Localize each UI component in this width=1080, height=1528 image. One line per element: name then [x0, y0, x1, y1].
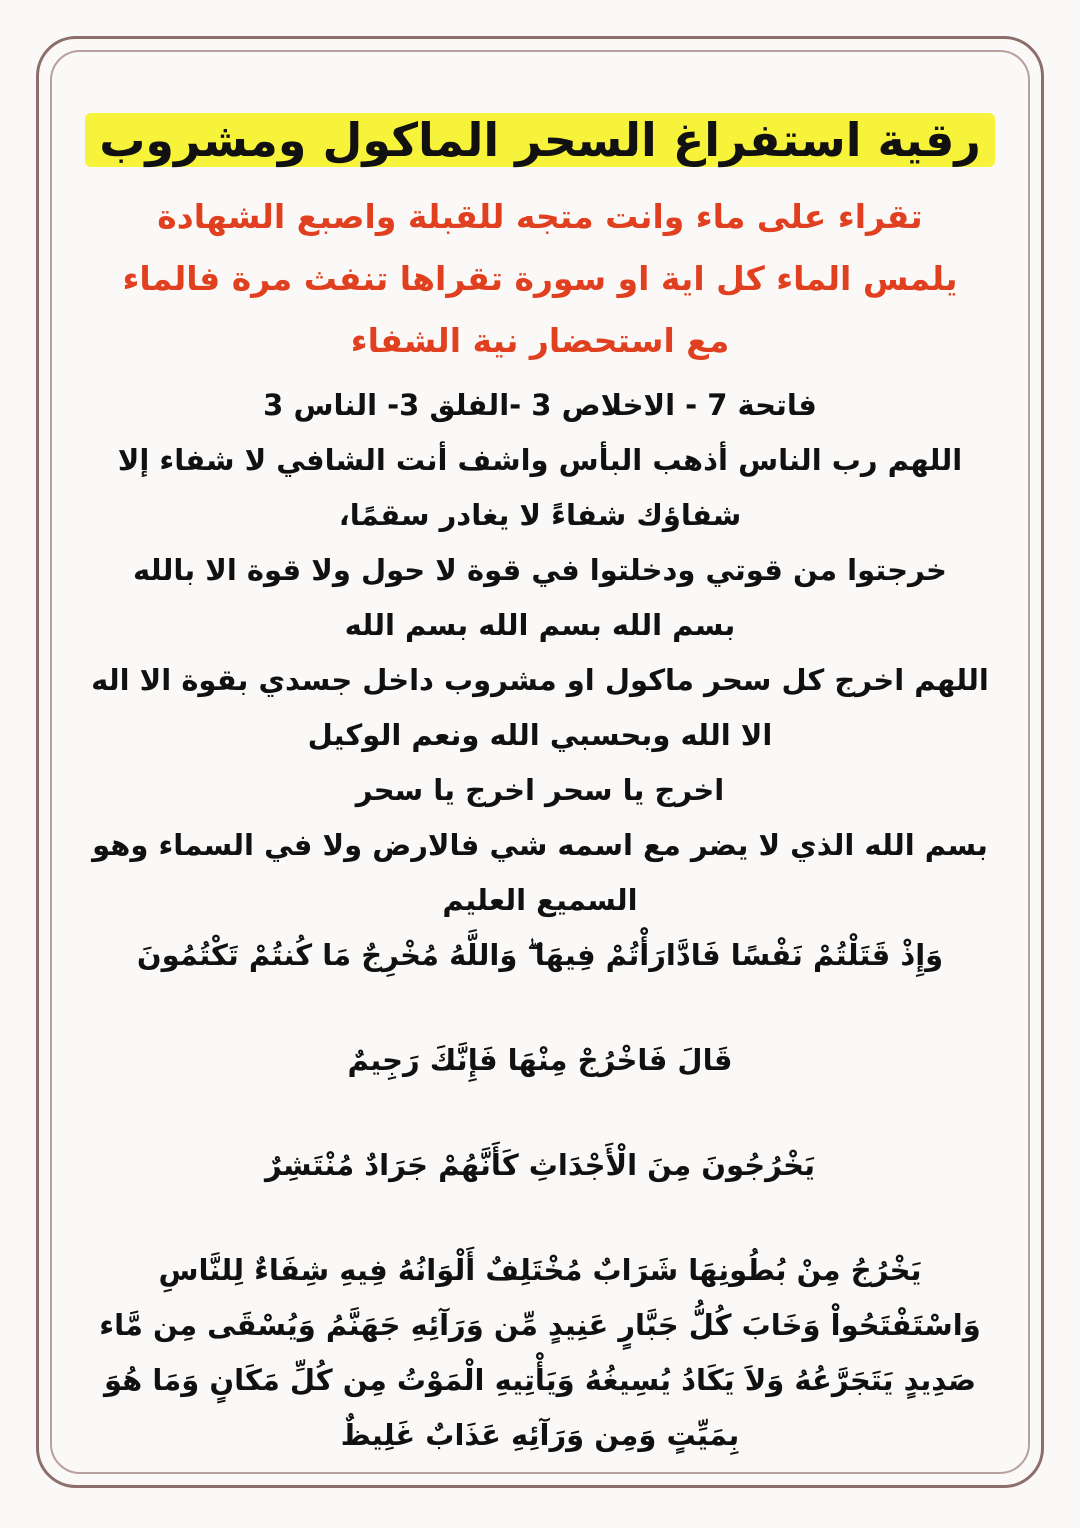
text-line: اللهم اخرج كل سحر ماكول او مشروب داخل جسدي بقوة الا اله — [91, 663, 989, 697]
quran-verse: قَالَ فَاخْرُجْ مِنْهَا فَإِنَّكَ رَجِيمٌ — [347, 1043, 733, 1077]
spacer — [70, 1193, 1010, 1243]
text-line: فاتحة 7 - الاخلاص 3 -الفلق 3- الناس 3 — [263, 388, 817, 422]
text-line: شفاؤك شفاءً لا يغادر سقمًا، — [338, 498, 742, 532]
document-body — [70, 90, 1010, 1480]
text-line: السميع العليم — [442, 883, 638, 917]
text-line: بسم الله بسم الله بسم الله — [344, 608, 736, 642]
page-title — [70, 110, 1010, 170]
text-line: خرجتوا من قوتي ودخلتوا في قوة لا حول ولا قوة الا بالله — [133, 553, 947, 587]
ruqyah-text — [70, 378, 1010, 1463]
quran-verse-line: يَخْرُجُ مِنْ بُطُونِهَا شَرَابٌ مُخْتَلِفٌ أَلْوَانُهُ فِيهِ شِفَاءٌ لِلنَّاسِ — [158, 1253, 922, 1287]
spacer — [70, 1088, 1010, 1138]
text-line: اللهم رب الناس أذهب البأس واشف أنت الشافي لا شفاء إلا — [117, 443, 963, 477]
text-line: اخرج يا سحر اخرج يا سحر — [355, 773, 725, 807]
instructions-text: تقراء على ماء وانت متجه للقبلة واصبع الشهادة يلمس الماء كل اية او سورة تقراها تنفث مرة فالماء مع استحضار نية الشفاء — [122, 197, 958, 360]
text-line: بسم الله الذي لا يضر مع اسمه شي فالارض ولا في السماء وهو — [92, 828, 988, 862]
quran-verse: وَإِذْ قَتَلْتُمْ نَفْسًا فَادَّارَأْتُمْ فِيهَا ۖ وَاللَّهُ مُخْرِجٌ مَا كُنتُمْ تَكْتُمُونَ — [136, 938, 944, 972]
text-line: الا الله وبحسبي الله ونعم الوكيل — [307, 718, 773, 752]
quran-verse-line: وَاسْتَفْتَحُواْ وَخَابَ كُلُّ جَبَّارٍ عَنِيدٍ مِّن وَرَآئِهِ جَهَنَّمُ وَيُسْقَى مِن مَّاء — [99, 1308, 981, 1342]
quran-verse-line: صَدِيدٍ يَتَجَرَّعُهُ وَلاَ يَكَادُ يُسِيغُهُ وَيَأْتِيهِ الْمَوْتُ مِن كُلِّ مَكَانٍ وَمَا هُوَ — [103, 1363, 976, 1397]
quran-verse-line: بِمَيِّتٍ وَمِن وَرَآئِهِ عَذَابٌ غَلِيظٌ — [340, 1418, 740, 1452]
title-text: رقية استفراغ السحر الماكول ومشروب — [85, 113, 995, 167]
quran-verse: يَخْرُجُونَ مِنَ الْأَجْدَاثِ كَأَنَّهُمْ جَرَادٌ مُنْتَشِرٌ — [265, 1148, 815, 1182]
spacer — [70, 983, 1010, 1033]
